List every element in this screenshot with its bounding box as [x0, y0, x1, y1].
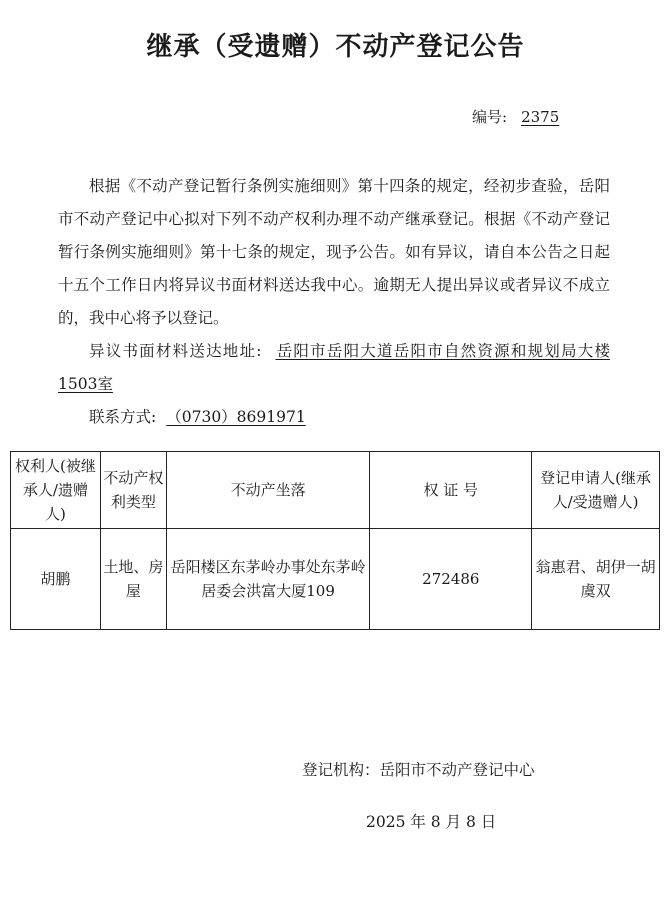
announcement-paragraph: 根据《不动产登记暂行条例实施细则》第十四条的规定，经初步查验，岳阳市不动产登记中心拟对下列不动产权利办理不动产继承登记。根据《不动产登记暂行条例实施细则》第十七条的规定，现予公告。如有异议，请自本公告之日起十五个工作日内将异议书面材料送达我中心。逾期无人提出异议或者异议不成立的，我中心将予以登记。 [58, 177, 610, 327]
table-row [11, 529, 660, 630]
header-property-type: 不动产权利类型 [100, 452, 166, 529]
address-label: 异议书面材料送达地址: [89, 342, 262, 360]
header-cert-no: 权 证 号 [370, 452, 532, 529]
serial-value: 2375 [521, 108, 560, 126]
cell-right-holder: 胡鹏 [11, 529, 101, 630]
serial-label: 编号: [472, 108, 508, 126]
serial-number [472, 106, 559, 127]
registration-authority: 登记机构：岳阳市不动产登记中心 [302, 761, 535, 779]
contact-info [58, 401, 610, 434]
header-location: 不动产坐落 [166, 452, 370, 529]
cell-location: 岳阳楼区东茅岭办事处东茅岭居委会洪富大厦109 [166, 529, 370, 630]
property-table [10, 451, 660, 630]
announcement-body [58, 170, 610, 434]
cell-applicant: 翁惠君、胡伊一胡虞双 [532, 529, 660, 630]
objection-address [58, 335, 610, 401]
header-applicant: 登记申请人(继承人/受遗赠人) [532, 452, 660, 529]
cell-property-type: 土地、房屋 [100, 529, 166, 630]
cell-cert-no: 272486 [370, 529, 532, 630]
contact-value: （0730）8691971 [166, 408, 306, 426]
address-value: 岳阳市岳阳大道岳阳市自然资源和规划局大楼1503室 [58, 342, 610, 393]
page-title: 继承（受遗赠）不动产登记公告 [146, 32, 525, 62]
header-right-holder: 权利人(被继承人/遗赠人) [11, 452, 101, 529]
announcement-date: 2025 年 8 月 8 日 [366, 813, 497, 831]
table-header-row [11, 452, 660, 529]
contact-label: 联系方式: [89, 408, 157, 426]
